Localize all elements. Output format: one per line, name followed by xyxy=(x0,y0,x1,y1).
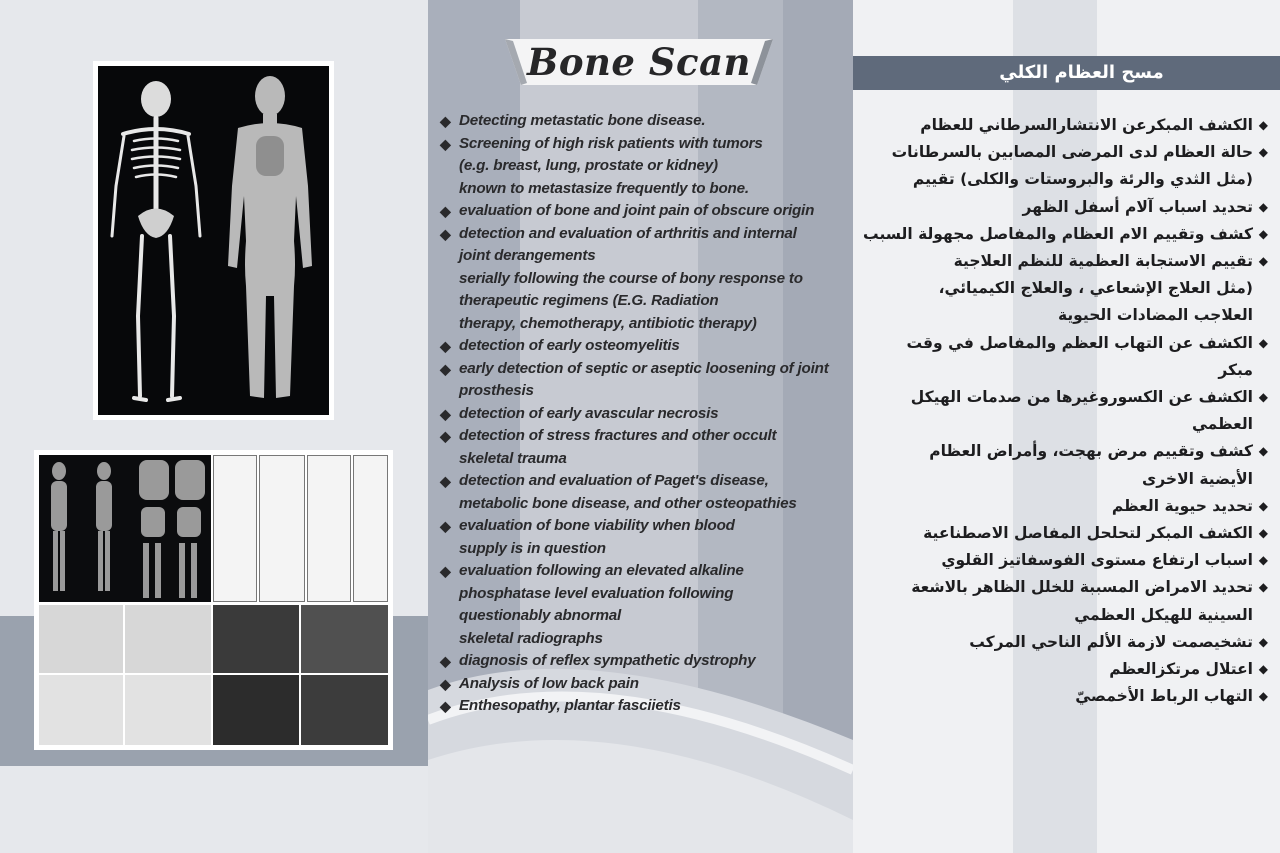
list-item-line: تشخيصمت لازمة الألم الناحي المركب xyxy=(969,632,1253,651)
list-item-line: early detection of septic or aseptic loosening of joint xyxy=(459,359,829,377)
list-item-line: تحديد الامراض المسببة للخلل الظاهر بالاشعة xyxy=(911,578,1253,597)
bullet-icon: ◆ xyxy=(1258,254,1268,269)
list-item-line: skeletal trauma xyxy=(459,449,567,467)
arabic-list-item xyxy=(868,574,1268,628)
collage-tile-dark-2 xyxy=(213,605,299,673)
bullet-icon: ◆ xyxy=(1258,335,1268,350)
list-item-line: questionably abnormal xyxy=(459,607,622,624)
list-item-line: تقييم الاستجابة العظمية للنظم العلاجية xyxy=(953,252,1253,271)
list-item-line: الكشف عن التهاب العظم والمفاصل في وقت xyxy=(906,333,1253,352)
list-item-line: اسباب ارتفاع مستوى الفوسفاتيز القلوي xyxy=(941,551,1253,570)
bullet-icon: ◆ xyxy=(440,338,451,354)
list-item-line: detection of early avascular necrosis xyxy=(459,404,719,422)
arabic-list-item xyxy=(868,194,1268,221)
collage-tile-dark-4 xyxy=(213,675,299,745)
list-item-line: (e.g. breast, lung, prostate or kidney) xyxy=(459,157,718,174)
list-item-line: detection of early osteomyelitis xyxy=(459,337,680,354)
collage-tile-gray-4 xyxy=(125,675,211,745)
arabic-list-item xyxy=(868,629,1268,656)
bullet-icon: ◆ xyxy=(1258,118,1268,132)
arabic-list-item xyxy=(868,330,1268,384)
bullet-icon: ◆ xyxy=(1258,390,1268,405)
list-item-line: joint derangements xyxy=(459,247,596,264)
bullet-icon: ◆ xyxy=(440,225,451,242)
collage-tile-light-1 xyxy=(213,455,257,602)
bullet-icon: ◆ xyxy=(440,405,451,422)
list-item-line: (مثل العلاج الإشعاعي ، والعلاج الكيميائي، xyxy=(938,279,1253,298)
arabic-list-item xyxy=(868,112,1268,139)
english-indications-list xyxy=(440,110,850,718)
bullet-icon: ◆ xyxy=(1258,498,1268,513)
english-list-item xyxy=(440,695,850,718)
arabic-list-item xyxy=(868,139,1268,193)
english-list-item xyxy=(440,560,850,650)
arabic-list-item xyxy=(863,221,1268,248)
collage-tile-dark-5 xyxy=(301,675,388,745)
english-list-item xyxy=(440,650,850,673)
list-item-line: diagnosis of reflex sympathetic dystrophy xyxy=(459,652,756,669)
list-item-line: الكشف المبكر لتحلحل المفاصل الاصطناعية xyxy=(923,524,1253,543)
english-list-item xyxy=(440,403,850,426)
collage-tile-light-3 xyxy=(307,455,351,602)
list-item-line: detection of stress fractures and other occult xyxy=(459,427,777,444)
bullet-icon: ◆ xyxy=(1258,634,1268,649)
list-item-line: detection and evaluation of Paget's disease, xyxy=(459,472,769,489)
list-item-line: اعتلال مرتكزالعظم xyxy=(1109,660,1253,679)
english-list-item xyxy=(440,200,850,223)
arabic-list-item xyxy=(868,683,1268,710)
skeleton-and-body-illustration xyxy=(98,66,329,415)
bullet-icon: ◆ xyxy=(1258,553,1268,568)
collage-tile-light-4 xyxy=(353,455,388,602)
arabic-list-item xyxy=(868,547,1268,574)
bullet-icon: ◆ xyxy=(440,675,451,692)
collage-tile-gray-2 xyxy=(125,605,211,673)
list-item-line: evaluation following an elevated alkaline xyxy=(459,562,744,579)
english-list-item xyxy=(440,358,850,403)
list-item-line: الكشف المبكرعن الانتشارالسرطاني للعظام xyxy=(920,116,1253,134)
english-list-item xyxy=(440,470,850,515)
english-list-item xyxy=(440,335,850,358)
list-item-line: حالة العظام لدى المرضى المصابين بالسرطانات xyxy=(891,143,1253,162)
collage-tile-light-2 xyxy=(259,455,305,602)
list-item-line: phosphatase level evaluation following xyxy=(459,584,734,602)
list-item-line: Screening of high risk patients with tumors xyxy=(459,134,763,152)
english-list-item xyxy=(440,223,850,336)
page-title: Bone Scan xyxy=(527,40,751,84)
arabic-list-item xyxy=(868,656,1268,683)
bullet-icon: ◆ xyxy=(1258,226,1268,241)
list-item-line: evaluation of bone and joint pain of obscure origin xyxy=(459,202,815,219)
list-item-line: كشف وتقييم الام العظام والمفاصل مجهولة السبب xyxy=(863,224,1253,243)
list-item-line: الأيضية الاخرى xyxy=(1142,469,1253,488)
list-item-line: skeletal radiographs xyxy=(459,629,603,647)
bullet-icon: ◆ xyxy=(1258,526,1268,541)
bullet-icon: ◆ xyxy=(1258,444,1268,459)
list-item-line: مبكر xyxy=(1218,360,1253,379)
bullet-icon: ◆ xyxy=(440,360,451,377)
bullet-icon: ◆ xyxy=(440,563,451,579)
list-item-line: serially following the course of bony response to xyxy=(459,269,803,287)
collage-tile-dark-3 xyxy=(301,605,388,673)
list-item-line: Analysis of low back pain xyxy=(459,674,639,692)
bullet-icon: ◆ xyxy=(1258,580,1268,595)
collage-tile-gray-1 xyxy=(39,605,123,673)
arabic-list-item xyxy=(868,520,1268,547)
list-item-line: prosthesis xyxy=(459,382,534,399)
list-item-line: التهاب الرباط الأخمصيّ xyxy=(1075,687,1253,706)
list-item-line: الكشف عن الكسوروغيرها من صدمات الهيكل xyxy=(910,388,1253,407)
list-item-line: العظمي xyxy=(1191,415,1253,434)
list-item-line: Detecting metastatic bone disease. xyxy=(459,112,706,129)
english-list-item xyxy=(440,425,850,470)
arabic-list-item xyxy=(868,384,1268,438)
list-item-line: العلاجب المضادات الحيوية xyxy=(1057,306,1253,325)
bullet-icon: ◆ xyxy=(440,698,451,714)
list-item-line: السينية للهيكل العظمي xyxy=(1074,605,1253,624)
english-list-item xyxy=(440,673,850,696)
bullet-icon: ◆ xyxy=(440,653,451,669)
left-panel xyxy=(0,0,428,853)
bullet-icon: ◆ xyxy=(1258,145,1268,160)
list-item-line: therapy, chemotherapy, antibiotic therapy) xyxy=(459,314,757,332)
scan-collage-image xyxy=(34,450,393,750)
bullet-icon: ◆ xyxy=(440,518,451,534)
collage-tile-gray-3 xyxy=(39,675,123,745)
bullet-icon: ◆ xyxy=(440,428,451,444)
list-item-line: supply is in question xyxy=(459,539,606,557)
bullet-icon: ◆ xyxy=(440,135,451,152)
list-item-line: evaluation of bone viability when blood xyxy=(459,517,735,534)
bullet-icon: ◆ xyxy=(440,473,451,489)
arabic-indications-list xyxy=(863,112,1268,710)
list-item-line: metabolic bone disease, and other osteopathies xyxy=(459,494,797,512)
list-item-line: known to metastasize frequently to bone. xyxy=(459,179,749,197)
bullet-icon: ◆ xyxy=(440,113,451,129)
english-list-item xyxy=(440,133,850,201)
arabic-header: مسح العظام الكلي xyxy=(853,56,1280,90)
list-item-line: Enthesopathy, plantar fasciietis xyxy=(459,697,681,714)
list-item-line: detection and evaluation of arthritis and internal xyxy=(459,224,797,242)
list-item-line: (مثل الثدي والرئة والبروستات والكلى) تقييم xyxy=(912,170,1253,189)
list-item-line: تحديد حيوية العظم xyxy=(1111,496,1253,515)
list-item-line: تحديد اسباب آلام أسفل الظهر xyxy=(1022,197,1253,216)
collage-tile-dark-1 xyxy=(39,455,211,602)
bullet-icon: ◆ xyxy=(1258,662,1268,677)
english-list-item xyxy=(440,110,850,133)
bullet-icon: ◆ xyxy=(1258,689,1268,704)
list-item-line: therapeutic regimens (E.G. Radiation xyxy=(459,292,719,309)
arabic-list-item xyxy=(868,493,1268,520)
list-item-line: كشف وتقييم مرض بهجت، وأمراض العظام xyxy=(929,442,1253,461)
bullet-icon: ◆ xyxy=(440,203,451,219)
arabic-list-item xyxy=(868,438,1268,492)
whole-body-scan-image xyxy=(93,61,334,420)
english-list-item xyxy=(440,515,850,560)
bullet-icon: ◆ xyxy=(1258,199,1268,214)
arabic-list-item xyxy=(868,248,1268,330)
